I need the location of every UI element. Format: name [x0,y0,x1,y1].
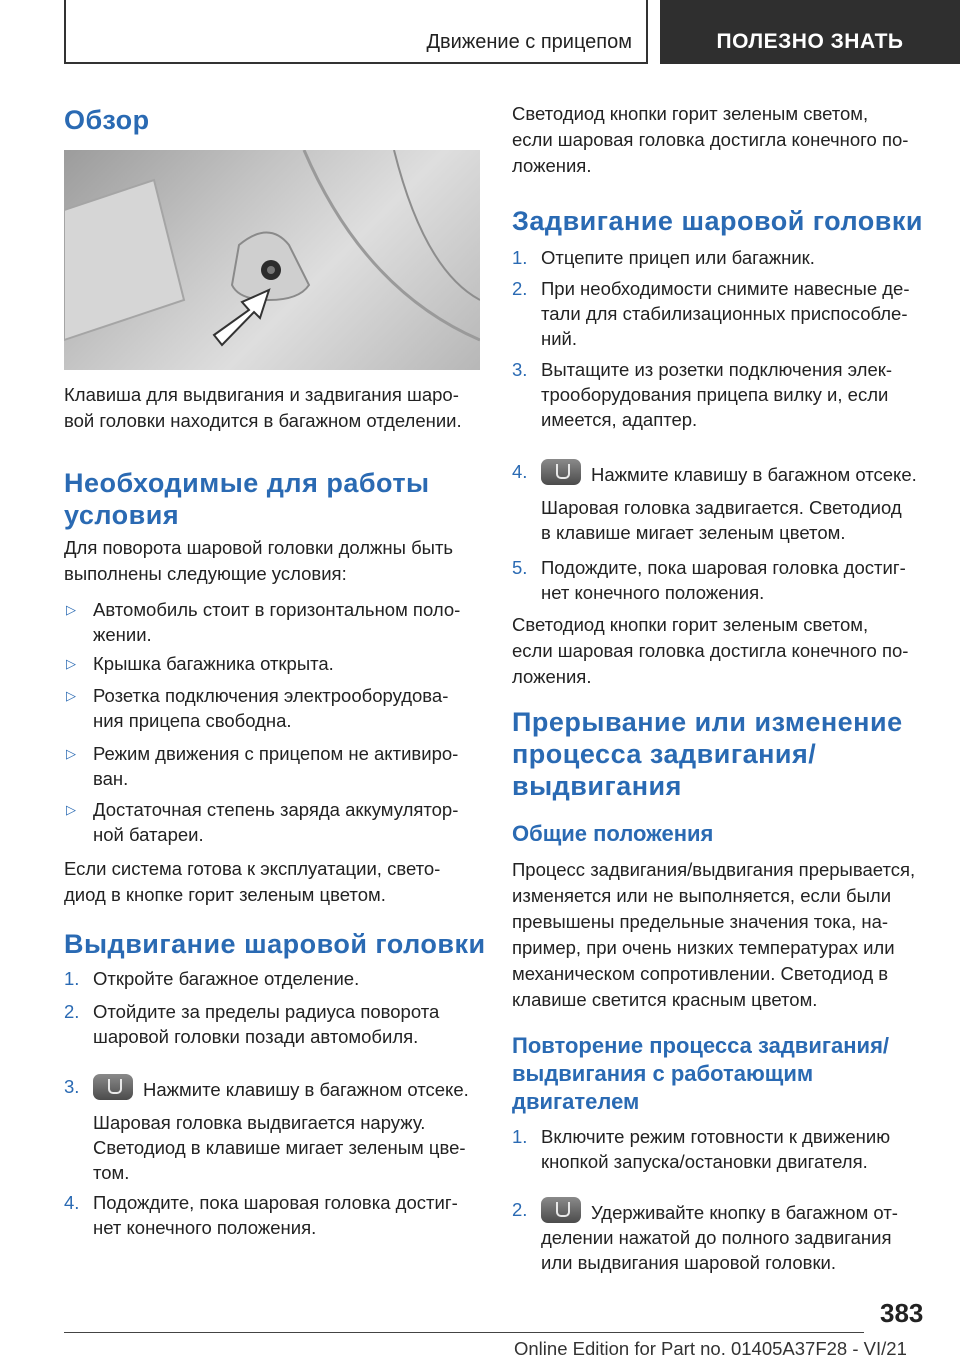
bullet-triangle-icon: ▷ [66,746,76,761]
step-text: Подождите, пока шаровая головка достиг- [93,1192,458,1213]
extend-step [64,1190,480,1242]
general-text-line-3: превышены предельные значения тока, на- [512,911,889,932]
step-text: тали для стабилизационных приспособле- [541,303,908,324]
step-number: 4. [64,1192,80,1213]
step-text: нет конечного положения. [541,582,765,603]
tow-hitch-button-icon [541,1197,581,1223]
step-text: кнопкой запуска/остановки двигателя. [541,1151,868,1172]
condition-text: Розетка подключения электрооборудова- [93,685,449,706]
step-number: 2. [512,278,528,299]
step-text: Шаровая головка задвигается. Светодиод [541,497,902,518]
general-text-line-4: пример, при очень низких температурах или [512,937,895,958]
header-section-box [64,0,648,64]
step-number: 3. [64,1076,80,1097]
chapter-title: ПОЛЕЗНО ЗНАТЬ [716,30,904,53]
step-number: 1. [512,1126,528,1147]
trunk-button-photo [64,150,480,370]
general-heading: Общие положения [512,821,714,846]
step-text: Шаровая головка выдвигается наружу. [93,1112,426,1133]
step-text: или выдвигания шаровой головки. [541,1252,837,1273]
repeat-heading-line-1: Повторение процесса задвигания/ [512,1033,890,1058]
interrupt-heading-line-1: Прерывание или изменение [512,707,903,737]
trunk-button-illustration [64,150,480,370]
step-text: шаровой головки позади автомобиля. [93,1026,419,1047]
conditions-intro-line-1: Для поворота шаровой головки должны быть [64,537,454,558]
repeat-step [512,1197,932,1277]
step-text: Светодиод в клавише мигает зеленым цве- [93,1137,466,1158]
condition-text: ной батареи. [93,824,204,845]
step-number: 5. [512,557,528,578]
extend-step [64,999,480,1051]
page-number: 383 [880,1298,924,1328]
step-number: 4. [512,461,528,482]
bullet-triangle-icon: ▷ [66,602,76,617]
retract-step [512,276,932,354]
general-text-line-2: изменяется или не выполняется, если были [512,885,892,906]
condition-item [64,797,480,849]
repeat-heading-line-3: двигателем [512,1089,640,1114]
conditions-intro-line-2: выполнены следующие условия: [64,563,347,584]
step-text: Включите режим готовности к движению [541,1126,891,1147]
led-text-top-line-2: если шаровая головка достигла конечного по- [512,129,909,150]
general-text-line-1: Процесс задвигания/выдвигания прерывается, [512,859,916,880]
led-text-top-line-1: Светодиод кнопки горит зеленым светом, [512,103,869,124]
interrupt-heading-line-3: выдвигания [512,771,682,801]
condition-text: Достаточная степень заряда аккумулятор- [93,799,459,820]
step-number: 2. [64,1001,80,1022]
bullet-triangle-icon: ▷ [66,802,76,817]
bullet-triangle-icon: ▷ [66,688,76,703]
step-text: делении нажатой до полного задвигания [541,1227,892,1248]
step-text: Подождите, пока шаровая головка достиг- [541,557,906,578]
step-text: трооборудования прицепа вилку и, если [541,384,889,405]
condition-item [64,651,480,677]
condition-text: Автомобиль стоит в горизонтальном поло- [93,599,461,620]
conditions-heading-line-2: условия [64,500,180,530]
section-title: Движение с прицепом [426,31,632,53]
step-text: Нажмите клавишу в багажном отсеке. [591,464,917,485]
ready-text-line-1: Если система готова к эксплуатации, свето- [64,858,441,879]
extend-heading: Выдвигание шаровой головки [64,929,486,959]
footer-divider [64,1332,864,1333]
repeat-heading-line-2: выдвигания с работающим [512,1061,814,1086]
condition-text: жении. [93,624,152,645]
step-text: Нажмите клавишу в багажном отсеке. [143,1079,469,1100]
condition-text: Режим движения с прицепом не активиро- [93,743,459,764]
retract-heading: Задвигание шаровой головки [512,206,923,236]
step-text: в клавише мигает зеленым цветом. [541,522,846,543]
condition-item [64,741,480,793]
repeat-step [512,1124,932,1176]
step-text: имеется, адаптер. [541,409,698,430]
step-number: 1. [64,968,80,989]
condition-text: ван. [93,768,129,789]
extend-step [64,966,480,992]
general-text-line-6: клавише светится красным цветом. [512,989,818,1010]
step-text: нет конечного положения. [93,1217,317,1238]
edition-footer: Online Edition for Part no. 01405A37F28 - VI/21 [514,1338,907,1359]
step-text: том. [93,1162,130,1183]
step-number: 3. [512,359,528,380]
overview-heading: Обзор [64,105,150,135]
retract-step [512,245,932,271]
retract-step [512,459,932,545]
step-text: Вытащите из розетки подключения элек- [541,359,893,380]
condition-item [64,683,480,735]
tow-hitch-button-icon [541,459,581,485]
condition-text: Крышка багажника открыта. [93,653,334,674]
step-text: Отойдите за пределы радиуса поворота [93,1001,440,1022]
interrupt-heading-line-2: процесса задвигания/ [512,739,817,769]
overview-caption-line-1: Клавиша для выдвигания и задвигания шаро- [64,384,459,405]
led-text-top-line-3: ложения. [512,155,592,176]
retract-step [512,555,932,607]
retract-step [512,357,932,435]
step-number: 1. [512,247,528,268]
led-text-bottom-line-3: ложения. [512,666,592,687]
tow-hitch-button-icon [93,1074,133,1100]
led-text-bottom-line-1: Светодиод кнопки горит зеленым светом, [512,614,869,635]
step-text: Откройте багажное отделение. [93,968,360,989]
step-text: Удерживайте кнопку в багажном от- [591,1202,898,1223]
pointer-arrow-icon [214,290,269,345]
condition-text: ния прицепа свободна. [93,710,292,731]
led-text-bottom-line-2: если шаровая головка достигла конечного по- [512,640,909,661]
header-chapter-tab [660,0,960,64]
step-text: ний. [541,328,578,349]
extend-step [64,1074,480,1184]
conditions-heading-line-1: Необходимые для работы [64,468,430,498]
step-text: При необходимости снимите навесные де- [541,278,910,299]
bullet-triangle-icon: ▷ [66,656,76,671]
step-text: Отцепите прицеп или багажник. [541,247,815,268]
general-text-line-5: механическом сопротивлении. Светодиод в [512,963,889,984]
step-number: 2. [512,1199,528,1220]
condition-item [64,597,480,649]
overview-caption-line-2: вой головки находится в багажном отделении. [64,410,462,431]
ready-text-line-2: диод в кнопке горит зеленым цветом. [64,884,386,905]
